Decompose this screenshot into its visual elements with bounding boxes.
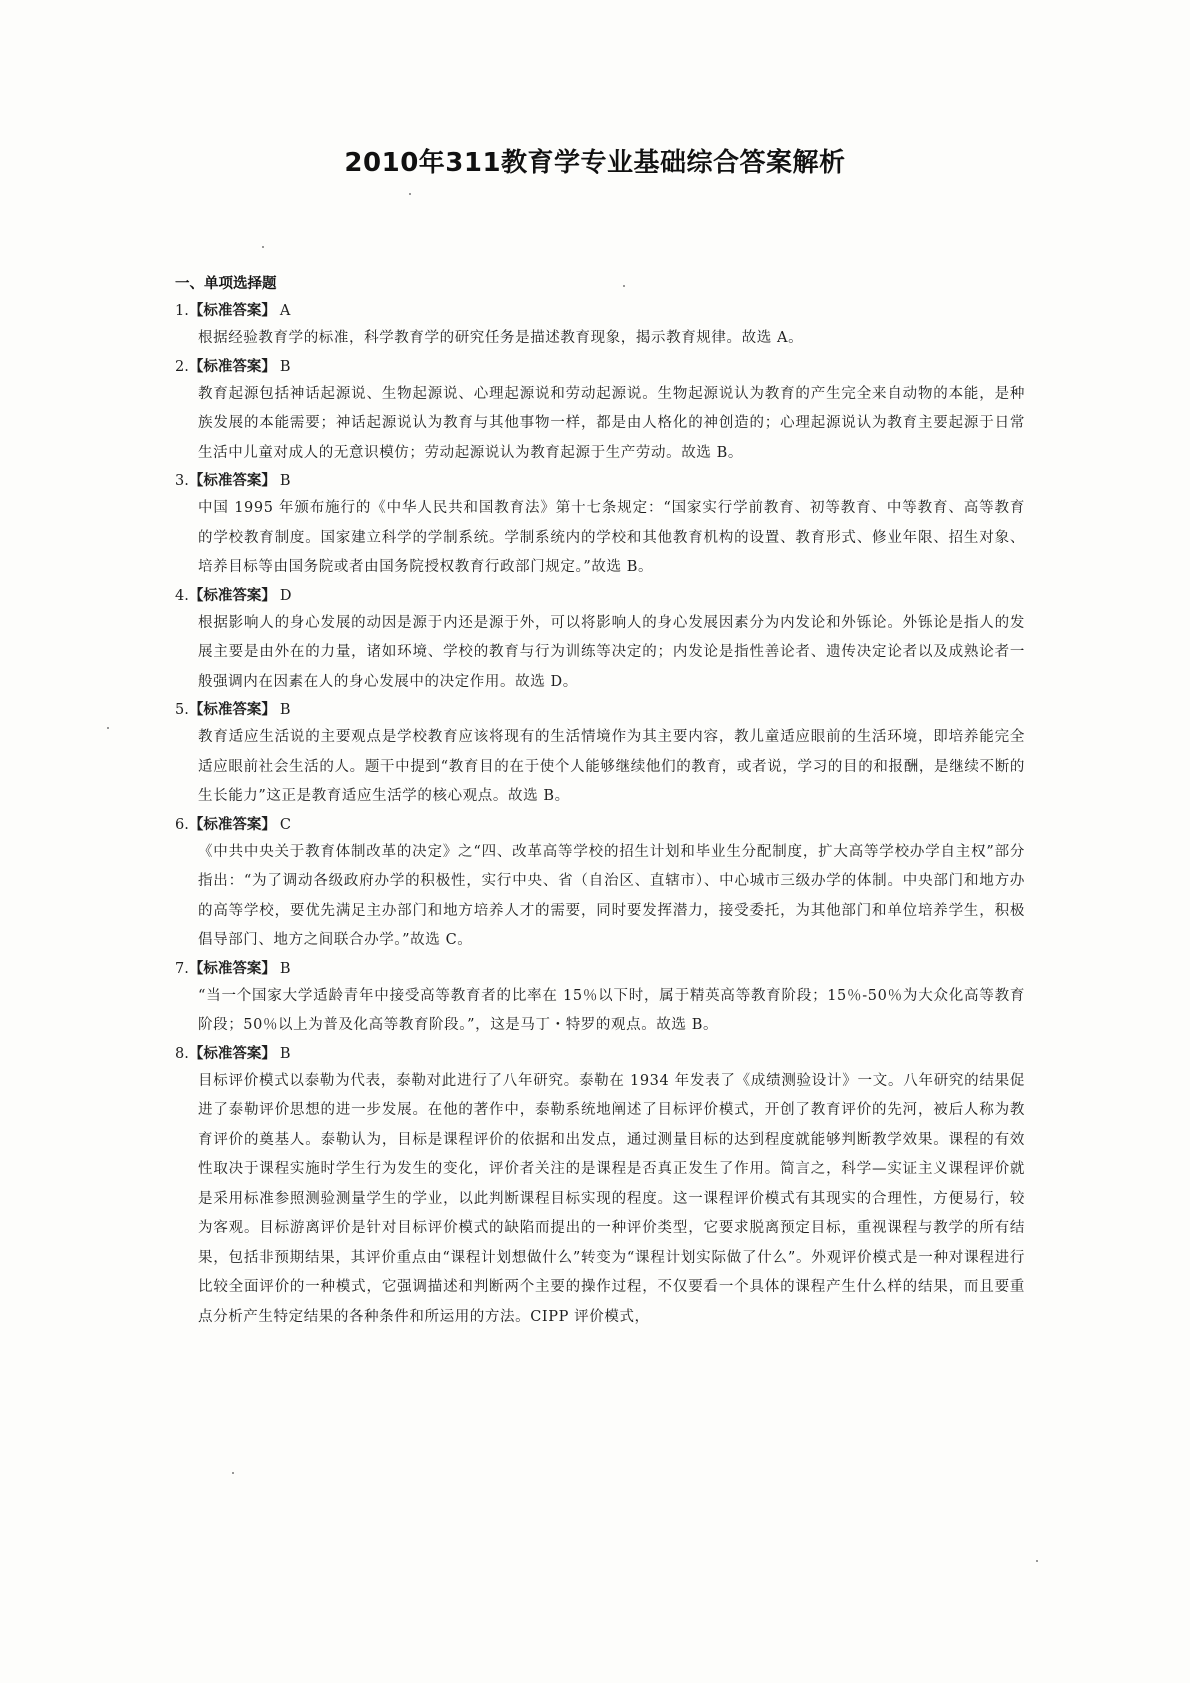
answer-list bbox=[175, 298, 1025, 1332]
answer-letter: B bbox=[279, 702, 291, 718]
scan-speck bbox=[232, 1472, 234, 1474]
question-number: 4. bbox=[175, 587, 189, 604]
answer-letter: B bbox=[279, 358, 291, 375]
question-header bbox=[175, 583, 1025, 609]
question-number: 3. bbox=[175, 473, 189, 489]
scan-speck bbox=[409, 193, 411, 195]
page-title: 2010年311教育学专业基础综合答案解析 bbox=[344, 148, 846, 178]
question-item bbox=[175, 468, 1025, 583]
question-header bbox=[175, 298, 1025, 324]
question-number: 2. bbox=[175, 358, 189, 375]
question-header bbox=[175, 354, 1025, 380]
scan-speck bbox=[623, 285, 625, 287]
question-item bbox=[175, 956, 1025, 1041]
explanation-text: 教育适应生活说的主要观点是学校教育应该将现有的生活情境作为其主要内容，教儿童适应眼前的生活环境，即培养能完全适应眼前社会生活的人。题干中提到“教育目的在于使个人能够继续他们的教育，或者说，学习的目的和报酬，是继续不断的生长能力”这正是教育适应生活学的核心观点。故选 B。 bbox=[198, 729, 1025, 804]
question-header bbox=[175, 468, 1025, 494]
scan-speck bbox=[262, 246, 264, 248]
answer-label: 【标准答案】 bbox=[188, 1045, 276, 1062]
section-heading: 一、单项选择题 bbox=[175, 276, 277, 292]
answer-label: 【标准答案】 bbox=[188, 702, 276, 718]
explanation-text: 根据经验教育学的标准，科学教育学的研究任务是描述教育现象，揭示教育规律。故选 A。 bbox=[198, 330, 804, 346]
explanation-text: “当一个国家大学适龄青年中接受高等教育者的比率在 15％以下时，属于精英高等教育阶段；15％-50％为大众化高等教育阶段；50％以上为普及化高等教育阶段。”，这是马丁・特罗的观点。故选 B。 bbox=[198, 987, 1025, 1033]
answer-label: 【标准答案】 bbox=[188, 587, 276, 604]
answer-label: 【标准答案】 bbox=[188, 816, 276, 833]
scan-speck bbox=[107, 727, 109, 729]
question-number: 7. bbox=[175, 960, 189, 977]
question-number: 5. bbox=[175, 702, 189, 718]
answer-label: 【标准答案】 bbox=[188, 358, 276, 375]
explanation-text: 中国 1995 年颁布施行的《中华人民共和国教育法》第十七条规定：“国家实行学前教育、初等教育、中等教育、高等教育的学校教育制度。国家建立科学的学制系统。学制系统内的学校和其他教育机构的设置、教育形式、修业年限、招生对象、培养目标等由国务院或者由国务院授权教育行政部门规定。”故选 B。 bbox=[198, 500, 1025, 575]
question-number: 6. bbox=[175, 816, 189, 833]
question-item bbox=[175, 697, 1025, 812]
answer-letter: B bbox=[279, 1045, 291, 1062]
question-item bbox=[175, 1041, 1025, 1333]
question-item bbox=[175, 354, 1025, 469]
answer-label: 【标准答案】 bbox=[188, 303, 276, 319]
explanation-text: 目标评价模式以泰勒为代表，泰勒对此进行了八年研究。泰勒在 1934 年发表了《成绩测验设计》一文。八年研究的结果促进了泰勒评价思想的进一步发展。在他的著作中，泰勒系统地阐述了目标评价模式，开创了教育评价的先河，被后人称为教育评价的奠基人。泰勒认为，目标是课程评价的依据和出发点，通过测量目标的达到程度就能够判断教学效果。课程的有效性取决于课程实施时学生行为发生的变化，评价者关注的是课程是否真正发生了作用。简言之，科学—实证主义课程评价就是采用标准参照测验测量学生的学业，以此判断课程目标实现的程度。这一课程评价模式有其现实的合理性，方便易行，较为客观。目标游离评价是针对目标评价模式的缺陷而提出的一种评价类型，它要求脱离预定目标，重视课程与教学的所有结果，包括非预期结果，其评价重点由“课程计划想做什么”转变为“课程计划实际做了什么”。外观评价模式是一种对课程进行比较全面评价的一种模式，它强调描述和判断两个主要的操作过程，不仅要看一个具体的课程产生什么样的结果，而且要重点分析产生特定结果的各种条件和所运用的方法。CIPP 评价模式， bbox=[198, 1072, 1025, 1325]
answer-letter: B bbox=[279, 960, 291, 977]
answer-letter: C bbox=[279, 816, 291, 833]
explanation-text: 教育起源包括神话起源说、生物起源说、心理起源说和劳动起源说。生物起源说认为教育的产生完全来自动物的本能，是种族发展的本能需要；神话起源说认为教育与其他事物一样，都是由人格化的神创造的；心理起源说认为教育主要起源于日常生活中儿童对成人的无意识模仿；劳动起源说认为教育起源于生产劳动。故选 B。 bbox=[198, 385, 1025, 461]
explanation-text: 《中共中央关于教育体制改革的决定》之“四、改革高等学校的招生计划和毕业生分配制度，扩大高等学校办学自主权”部分指出：“为了调动各级政府办学的积极性，实行中央、省（自治区、直辖市）、中心城市三级办学的体制。中央部门和地方办的高等学校，要优先满足主办部门和地方培养人才的需要，同时要发挥潜力，接受委托，为其他部门和单位培养学生，积极倡导部门、地方之间联合办学。”故选 C。 bbox=[198, 843, 1025, 948]
question-item bbox=[175, 298, 1025, 354]
answer-letter: B bbox=[279, 473, 291, 489]
answer-label: 【标准答案】 bbox=[188, 960, 276, 977]
explanation-text: 根据影响人的身心发展的动因是源于内还是源于外，可以将影响人的身心发展因素分为内发论和外铄论。外铄论是指人的发展主要是由外在的力量，诸如环境、学校的教育与行为训练等决定的；内发论是指性善论者、遗传决定论者以及成熟论者一般强调内在因素在人的身心发展中的决定作用。故选 D。 bbox=[198, 614, 1025, 690]
question-header bbox=[175, 1041, 1025, 1067]
scan-speck bbox=[1036, 1560, 1038, 1562]
question-header bbox=[175, 697, 1025, 723]
question-item bbox=[175, 583, 1025, 698]
question-number: 1. bbox=[175, 303, 189, 319]
question-header bbox=[175, 956, 1025, 982]
question-header bbox=[175, 812, 1025, 838]
answer-letter: A bbox=[279, 303, 291, 319]
question-number: 8. bbox=[175, 1045, 189, 1062]
question-item bbox=[175, 812, 1025, 956]
answer-letter: D bbox=[279, 587, 292, 604]
answer-label: 【标准答案】 bbox=[188, 473, 276, 489]
